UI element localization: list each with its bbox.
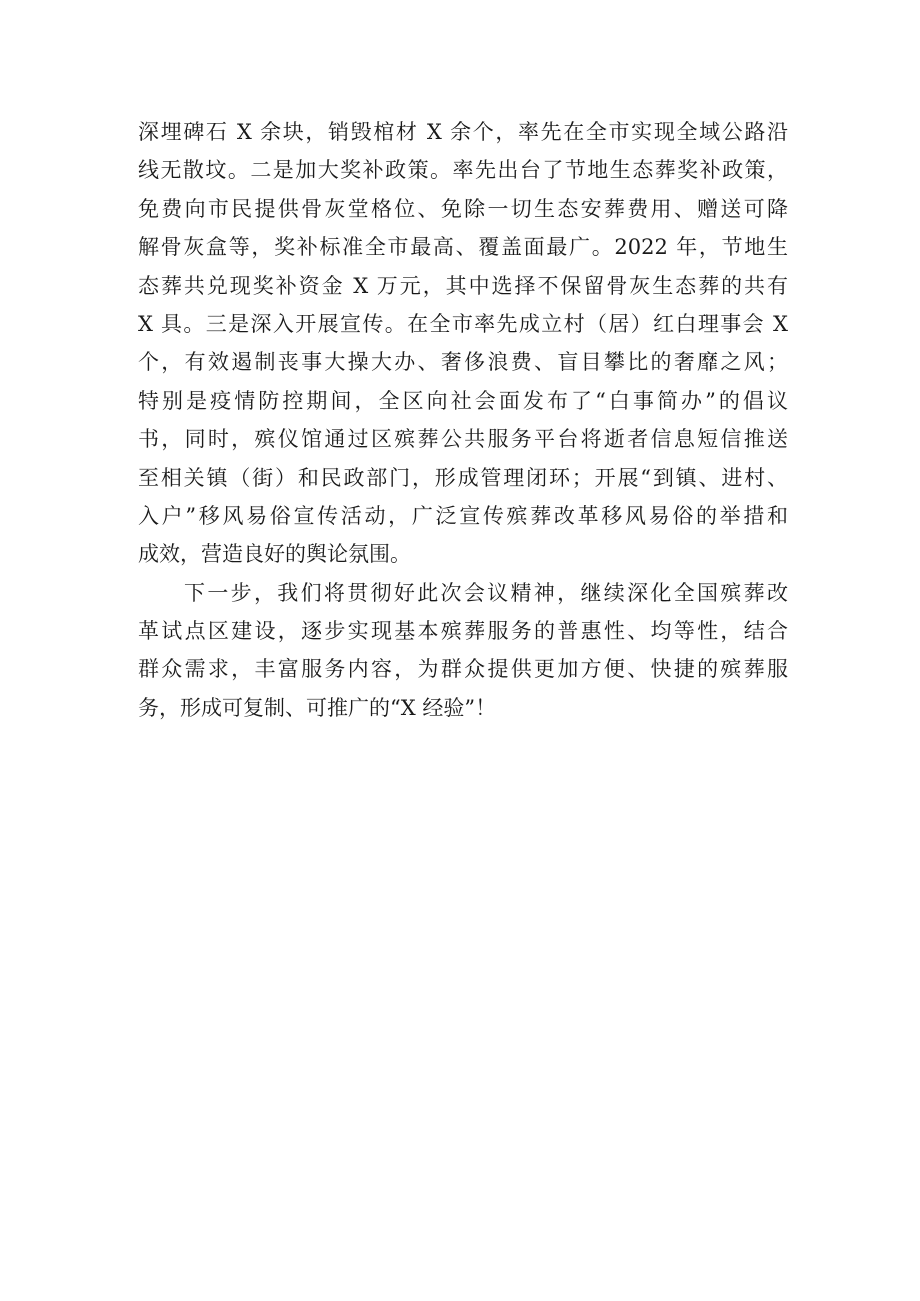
text-line: 革试点区建设，逐步实现基本殡葬服务的普惠性、均等性，结合 [138, 619, 788, 644]
text-line: 下一步，我们将贯彻好此次会议精神，继续深化全国殡葬改 [184, 580, 788, 605]
paragraph-1 [138, 113, 788, 574]
text-line: 深埋碑石 X 余块，销毁棺材 X 余个，率先在全市实现全域公路沿 [138, 120, 788, 144]
text-line: 免费向市民提供骨灰堂格位、免除一切生态安葬费用、赠送可降 [138, 196, 788, 221]
text-line: 特别是疫情防控期间，全区向社会面发布了“白事简办”的倡议 [138, 388, 788, 413]
text-line: 解骨灰盒等，奖补标准全市最高、覆盖面最广。2022 年，节地生 [138, 235, 788, 260]
text-line: 至相关镇（街）和民政部门，形成管理闭环；开展“到镇、进村、 [138, 465, 788, 490]
text-line: 个，有效遏制丧事大操大办、奢侈浪费、盲目攀比的奢靡之风； [138, 350, 788, 375]
paragraph-2 [138, 574, 788, 728]
document-body [138, 113, 788, 727]
text-line: 线无散坟。二是加大奖补政策。率先出台了节地生态葬奖补政策， [138, 158, 788, 183]
text-line: 成效，营造良好的舆论氛围。 [138, 542, 411, 567]
text-line: 入户”移风易俗宣传活动，广泛宣传殡葬改革移风易俗的举措和 [138, 503, 788, 528]
text-line: 群众需求，丰富服务内容，为群众提供更加方便、快捷的殡葬服 [138, 657, 788, 682]
text-line: 书，同时，殡仪馆通过区殡葬公共服务平台将逝者信息短信推送 [138, 427, 788, 452]
text-line: X 具。三是深入开展宣传。在全市率先成立村（居）红白理事会 X [138, 311, 788, 336]
text-line: 务，形成可复制、可推广的“X 经验”！ [138, 695, 497, 720]
text-line: 态葬共兑现奖补资金 X 万元，其中选择不保留骨灰生态葬的共有 [138, 273, 788, 298]
